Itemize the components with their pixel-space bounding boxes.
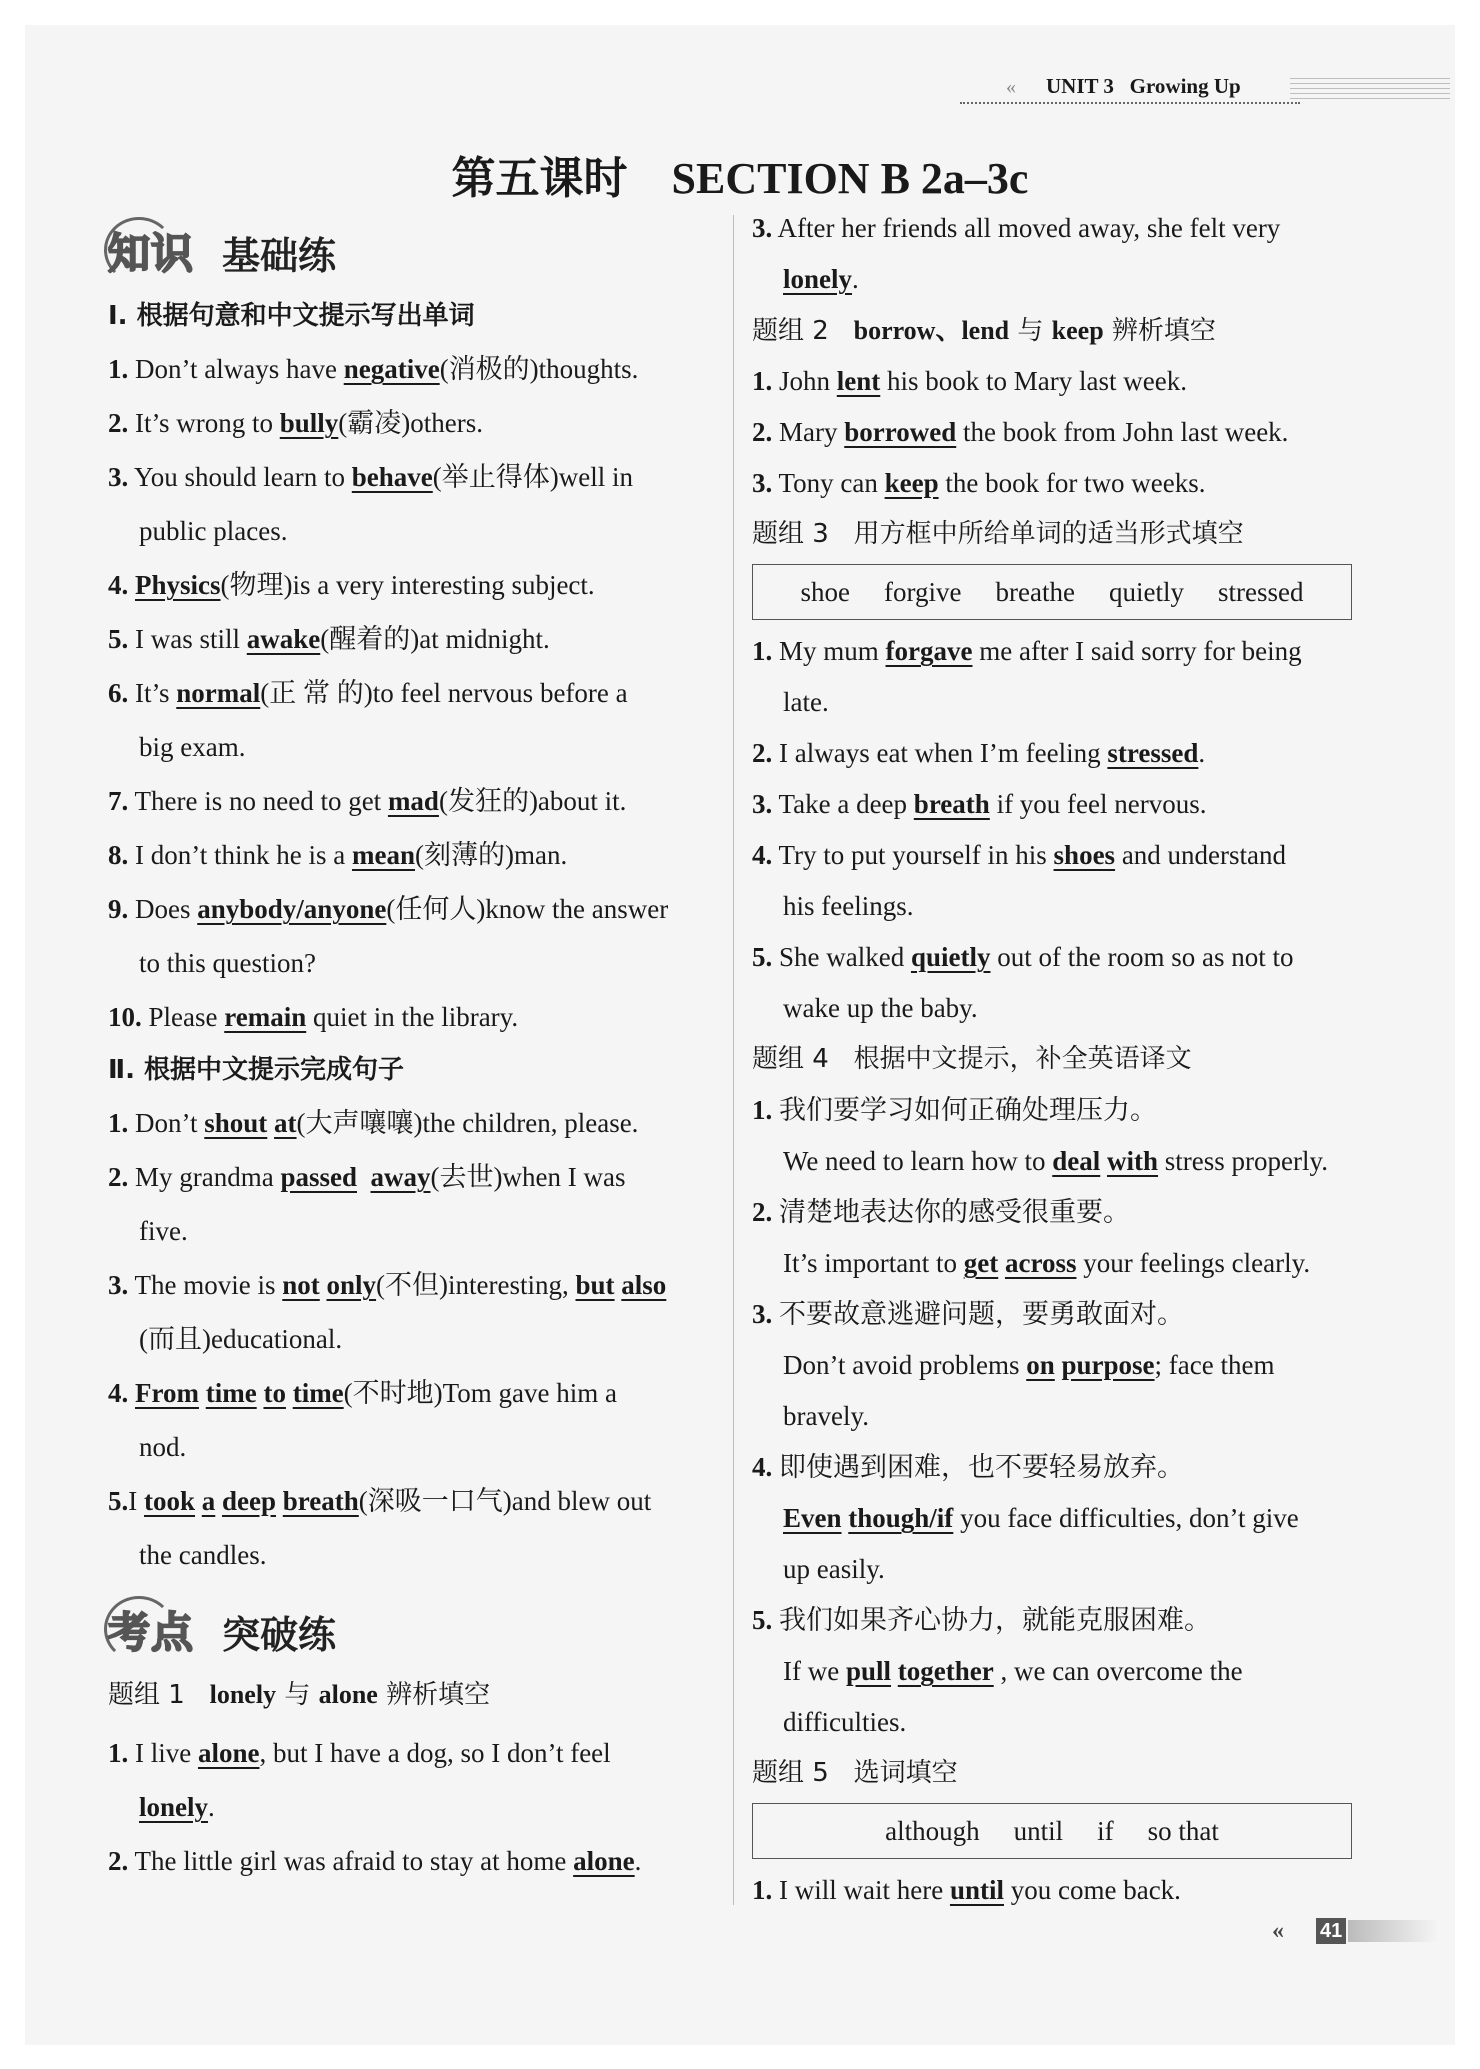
answer: took [144,1486,196,1516]
answer: alone [197,1738,260,1768]
translation-line: If we pull together , we can overcome the [783,1656,1243,1686]
group1-list [108,1726,713,1888]
answer: until [949,1875,1004,1905]
section-solid-label: 基础练 [222,234,337,278]
answer: remain [224,1002,307,1032]
answer: anybody/anyone [197,894,387,924]
list-item-continuation: (而且)educational. [139,1324,343,1354]
answer: lent [836,366,881,396]
list-item: 3. After her friends all moved away, she felt very [752,213,1281,243]
answer: deal [1052,1146,1101,1176]
list-item: 2. Mary borrowed the book from John last week. [752,417,1289,447]
list-item: 1. 我们要学习如何正确处理压力。 [752,1095,1157,1125]
list-item: 5.I took a deep breath(深吸一口气)and blew out [108,1486,652,1516]
list-item: 8. I don’t think he is a mean(刻薄的)man. [108,840,568,870]
answer: pull [845,1656,892,1686]
double-chevron-left-icon: « [1272,1918,1284,1944]
answer: together [897,1656,994,1686]
answer: keep [884,468,939,498]
list-item: 5. 我们如果齐心协力，就能克服困难。 [752,1605,1211,1635]
header-dotted-rule [960,102,1300,104]
word-box-item: stressed [1217,577,1304,607]
answer: quietly [910,942,991,972]
part2-list [108,1096,713,1582]
list-item: 3. You should learn to behave(举止得体)well in [108,462,634,492]
page-title: 第五课时 SECTION B 2a–3c [451,154,1029,203]
answer: bully [279,408,339,438]
group2-heading: 题组 2 borrow、lend 与 keep 辨析填空 [752,316,1216,346]
list-item: 1. Don’t shout at(大声嚷嚷)the children, please. [108,1108,639,1138]
list-item: 4. From time to time(不时地)Tom gave him a [108,1378,617,1408]
list-item: 6. It’s normal(正 常 的)to feel nervous before a [108,678,628,708]
answer: From [135,1378,199,1408]
answer: borrowed [844,417,957,447]
unit-label: UNIT 3 [1046,74,1114,98]
word-box [752,1803,1352,1859]
answer: a [201,1486,216,1516]
section-ghost-label: 知识 [108,229,195,278]
answer: shoes [1053,840,1116,870]
page-number: 41 [1316,1918,1346,1944]
list-item: 3. Take a deep breath if you feel nervous. [752,789,1207,819]
list-item-continuation: the candles. [139,1540,267,1570]
list-item-continuation: to this question? [139,948,316,978]
section-knowledge-basics [108,215,713,290]
answer: only [326,1270,377,1300]
answer: Physics [135,570,221,600]
answer: passed [280,1162,357,1192]
answer: but [575,1270,615,1300]
list-item-continuation: five. [139,1216,188,1246]
list-item: 5. She walked quietly out of the room so as not to [752,942,1294,972]
answer: behave [351,462,433,492]
word-box-item: breathe [995,577,1075,607]
answer: deep [222,1486,277,1516]
translation-line: Even though/if you face difficulties, don’t give [783,1503,1299,1533]
list-item-continuation: nod. [139,1432,187,1462]
list-item: 3. Tony can keep the book for two weeks. [752,468,1206,498]
word-box-item: although [885,1816,980,1846]
list-item: 2. 清楚地表达你的感受很重要。 [752,1197,1130,1227]
answer: Even [783,1503,842,1533]
list-item: 1. John lent his book to Mary last week. [752,366,1187,396]
list-item: 4. Try to put yourself in his shoes and understand [752,840,1287,870]
list-item: 10. Please remain quiet in the library. [108,1002,519,1032]
group4-heading: 题组 4 根据中文提示，补全英语译文 [752,1044,1192,1074]
answer: lonely [783,264,853,294]
section-key-points [108,1594,713,1669]
list-item-continuation: wake up the baby. [783,993,978,1023]
part2-heading: Ⅱ. 根据中文提示完成句子 [108,1055,405,1085]
list-item: 1. Don’t always have negative(消极的)thoughts. [108,354,639,384]
translation-line: It’s important to get across your feelings clearly. [783,1248,1311,1278]
answer: time [292,1378,344,1408]
section-ghost-label: 考点 [108,1608,195,1657]
list-item: 2. I always eat when I’m feeling stressed. [752,738,1206,768]
answer: to [263,1378,286,1408]
answer: get [963,1248,999,1278]
list-item: 4. Physics(物理)is a very interesting subject. [108,570,595,600]
page-number-bar [1348,1920,1438,1942]
header-line-ornament [1290,78,1450,100]
answer: away [370,1162,431,1192]
answer: shout [204,1108,268,1138]
answer: forgave [885,636,973,666]
part1-heading: Ⅰ. 根据句意和中文提示写出单词 [108,301,475,331]
group3-heading: 题组 3 用方框中所给单词的适当形式填空 [752,519,1244,549]
word-box-item: until [1013,1816,1064,1846]
list-item: 1. My mum forgave me after I said sorry for being [752,636,1302,666]
answer: normal [176,678,261,708]
left-column [108,215,713,1888]
section-solid-label: 突破练 [222,1613,337,1657]
answer: though/if [848,1503,954,1533]
answer: across [1004,1248,1077,1278]
answer: lonely [139,1792,209,1822]
list-item-continuation: public places. [139,516,288,546]
list-item-continuation: lonely. [783,264,859,294]
list-item: 3. 不要故意逃避问题，要勇敢面对。 [752,1299,1184,1329]
word-box [752,564,1352,620]
answer: purpose [1061,1350,1155,1380]
answer: on [1026,1350,1055,1380]
answer: not [282,1270,320,1300]
list-item: 7. There is no need to get mad(发狂的)about it. [108,786,627,816]
answer: at [274,1108,297,1138]
list-item-continuation: late. [783,687,829,717]
list-item: 9. Does anybody/anyone(任何人)know the answer [108,894,669,924]
answer: mean [351,840,415,870]
answer: negative [343,354,440,384]
list-item-continuation: his feelings. [783,891,914,921]
word-box-item: if [1097,1816,1114,1846]
translation-line: We need to learn how to deal with stress properly. [783,1146,1328,1176]
answer: breath [282,1486,359,1516]
answer: mad [387,786,439,816]
list-item-continuation: difficulties. [783,1707,907,1737]
answer: alone [573,1846,635,1876]
running-header [960,70,1455,110]
list-item: 4. 即使遇到困难，也不要轻易放弃。 [752,1452,1184,1482]
list-item-continuation: up easily. [783,1554,885,1584]
list-item-continuation: bravely. [783,1401,869,1431]
answer: breath [913,789,990,819]
translation-line: Don’t avoid problems on purpose; face them [783,1350,1275,1380]
column-divider [733,215,734,1905]
answer: stressed [1107,738,1199,768]
right-column [752,203,1352,1916]
part1-list [108,342,713,1044]
page-number-footer [1272,1918,1442,1944]
group1-heading: 题组 1 lonely 与 alone 辨析填空 [108,1680,491,1710]
answer: with [1107,1146,1159,1176]
list-item: 1. I will wait here until you come back. [752,1875,1181,1905]
list-item-continuation: lonely. [139,1792,215,1822]
list-item: 3. The movie is not only(不但)interesting, but also [108,1270,667,1300]
word-box-item: quietly [1108,577,1184,607]
list-item: 2. It’s wrong to bully(霸凌)others. [108,408,484,438]
double-chevron-left-icon: « [1006,76,1016,98]
answer: also [621,1270,667,1300]
list-item: 2. The little girl was afraid to stay at home alone. [108,1846,642,1876]
word-box-item: shoe [800,577,851,607]
list-item: 1. I live alone, but I have a dog, so I don’t feel [108,1738,611,1768]
group5-heading: 题组 5 选词填空 [752,1758,958,1788]
word-box-item: so that [1147,1816,1219,1846]
unit-topic: Growing Up [1129,74,1241,98]
list-item-continuation: big exam. [139,732,246,762]
list-item: 2. My grandma passed away(去世)when I was [108,1162,626,1192]
word-box-item: forgive [884,577,962,607]
list-item: 5. I was still awake(醒着的)at midnight. [108,624,550,654]
answer: awake [246,624,321,654]
answer: time [205,1378,257,1408]
